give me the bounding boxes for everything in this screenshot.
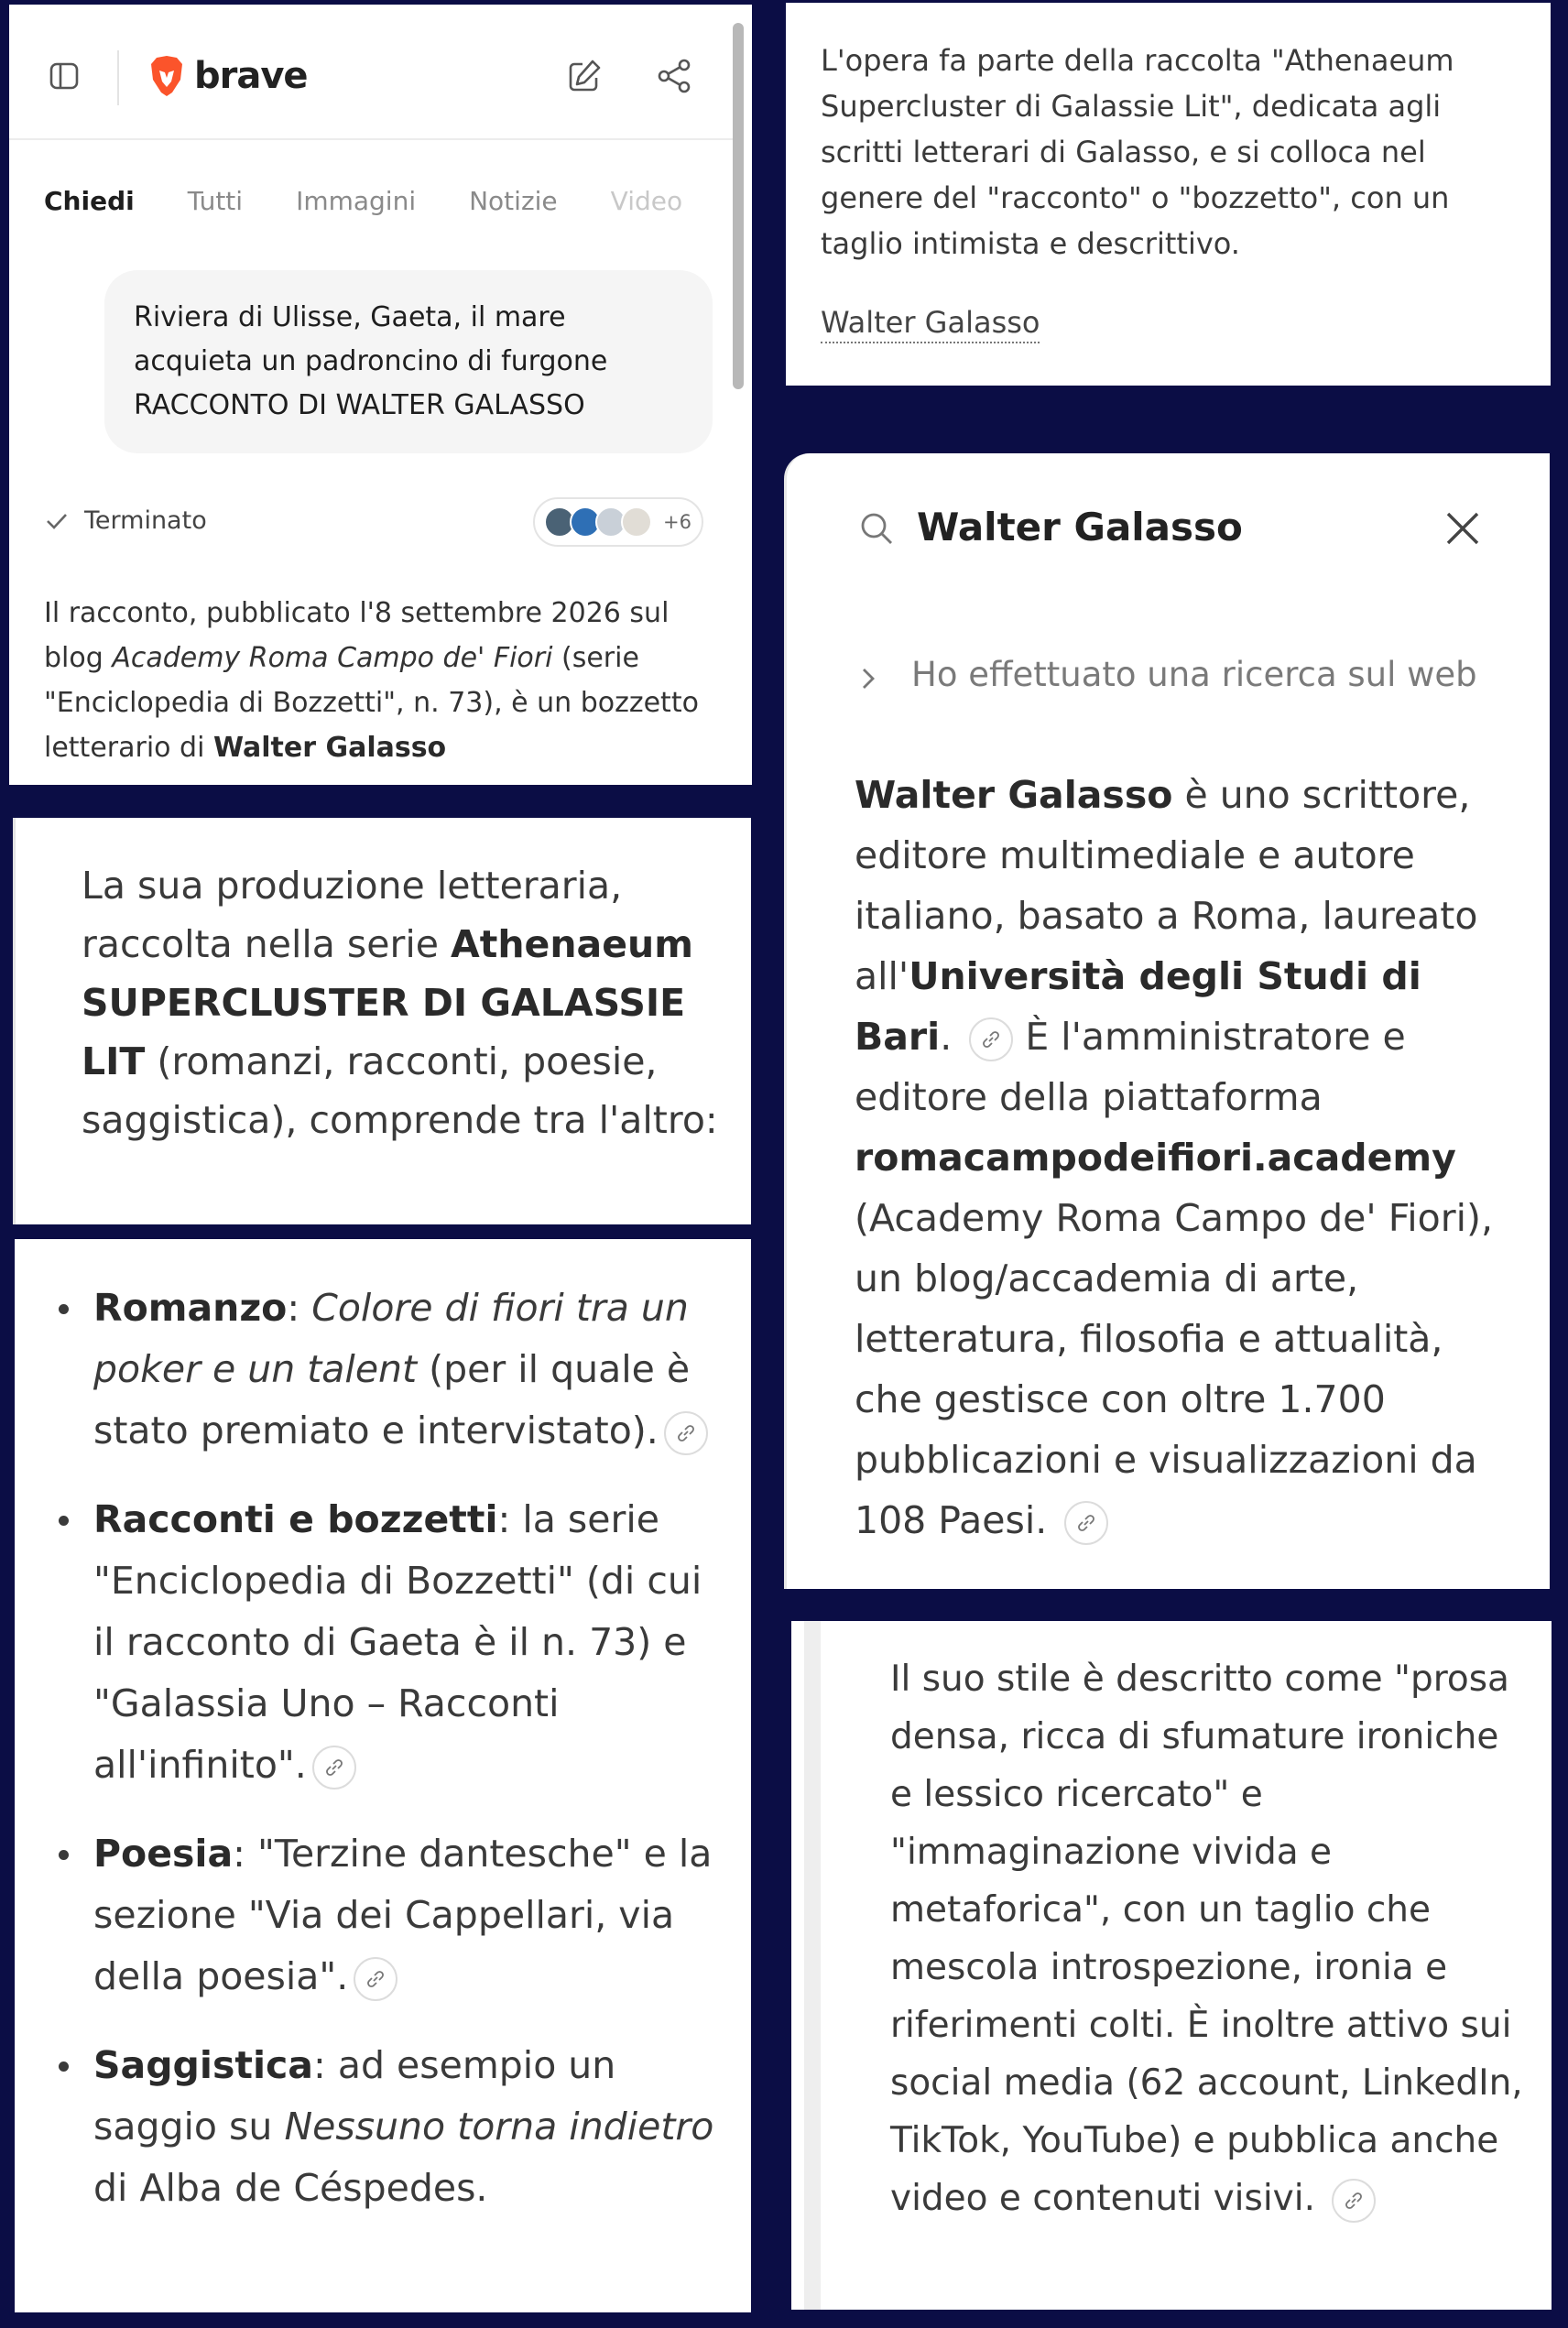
citation-link-icon[interactable] (312, 1746, 356, 1790)
separator: : (497, 1497, 523, 1541)
divider (117, 50, 119, 105)
brave-logo[interactable] (148, 49, 308, 103)
separator: : (287, 1286, 312, 1330)
source-link[interactable]: Walter Galasso (821, 303, 1040, 343)
source-favicon (621, 506, 652, 538)
sidebar-toggle-icon[interactable] (49, 61, 79, 91)
list-item (57, 2035, 716, 2219)
citation-link-icon[interactable] (1332, 2179, 1376, 2223)
work-category: Saggistica (93, 2043, 313, 2087)
work-desc: di Alba de Céspedes. (93, 2166, 488, 2210)
separator: : (233, 1832, 258, 1876)
brave-ask-panel (9, 5, 752, 785)
status-row (44, 506, 207, 535)
university-name: Università degli Studi di Bari (855, 954, 1421, 1059)
work-desc: la serie "Enciclopedia di Bozzetti" (di cui il racconto di Gaeta è il n. 73) e "Galassia Uno – Racconti all'infinito". (93, 1497, 702, 1787)
answer-intro (44, 591, 731, 770)
list-item (57, 1489, 716, 1796)
tab-chiedi[interactable]: Chiedi (44, 186, 135, 216)
brave-lion-icon (148, 54, 185, 98)
intro-text: Il racconto, pubblicato l'8 settembre 2026 sul blog (44, 597, 670, 674)
citation-link-icon[interactable] (354, 1957, 397, 2001)
work-category: Poesia (93, 1832, 234, 1876)
collection-panel (786, 3, 1551, 386)
intro-text: (serie "Enciclopedia di Bozzetti", n. 73), è un bozzetto letterario di (44, 642, 699, 764)
work-desc: "Terzine dantesche" e la sezione "Via dei Cappellari, via della poesia". (93, 1832, 713, 1998)
production-text: (romanzi, racconti, poesie, saggistica), comprende tra l'altro: (82, 1039, 718, 1142)
search-icon (858, 510, 895, 550)
work-title: Colore di fiori tra un poker e un talent (93, 1286, 689, 1391)
series-name: Athenaeum SUPERCLUSTER DI GALASSIE LIT (82, 922, 693, 1083)
citation-link-icon[interactable] (664, 1411, 708, 1455)
top-bar (9, 5, 733, 140)
bio-name: Walter Galasso (855, 773, 1173, 817)
query-bubble (104, 270, 713, 453)
chevron-right-icon[interactable] (858, 664, 880, 697)
tab-tutti[interactable]: Tutti (187, 186, 244, 216)
style-text: Il suo stile è descritto come "prosa densa, ricca di sfumature ironiche e lessico ricercato" e "immaginazione vivida e metaforica", con un taglio che mescola introspezione, ironia e riferimenti colti. È inoltre attivo sui social media (62 account, LinkedIn, TikTok, YouTube) e pubblica anche video e contenuti visivi. (890, 1659, 1523, 2219)
works-list (57, 1278, 716, 2246)
style-panel (791, 1621, 1552, 2310)
production-paragraph (82, 856, 723, 1149)
share-icon[interactable] (656, 58, 692, 94)
work-desc: (per il quale è stato premiato e intervistato). (93, 1347, 691, 1452)
citation-link-icon[interactable] (1064, 1501, 1108, 1545)
production-text: La sua produzione letteraria, raccolta nella serie (82, 864, 623, 966)
bio-text: (Academy Roma Campo de' Fiori), un blog/accademia di arte, letteratura, filosofia e attualità, che gestisce con oltre 1.700 pubblicazioni e visualizzazioni da 108 Paesi. (855, 1196, 1494, 1542)
author-name: Walter Galasso (212, 732, 447, 764)
collection-paragraph: L'opera fa parte della raccolta "Athenaeum Supercluster di Galassie Lit", dedicata agli scritti letterari di Galasso, e si colloca nel genere del "racconto" o "bozzetto", con un taglio intimista e descrittivo. (821, 43, 1454, 261)
new-chat-icon[interactable] (566, 58, 603, 94)
bio-text: . (940, 1015, 964, 1059)
sources-button[interactable] (533, 497, 703, 547)
sources-count: +6 (663, 511, 691, 533)
works-panel (15, 1239, 751, 2312)
work-desc: ad esempio un saggio su (93, 2043, 616, 2149)
panel-title: Walter Galasso (917, 505, 1243, 549)
blog-name: Academy Roma Campo de' Fiori (112, 642, 553, 674)
tab-notizie[interactable]: Notizie (469, 186, 558, 216)
close-icon[interactable] (1444, 510, 1481, 550)
check-icon (44, 508, 70, 534)
query-line: Riviera di Ulisse, Gaeta, il mare (134, 301, 566, 333)
separator: : (312, 2043, 338, 2087)
status-label: Terminato (84, 506, 207, 535)
tab-immagini[interactable]: Immagini (296, 186, 417, 216)
citation-link-icon[interactable] (969, 1017, 1013, 1061)
bio-text: è uno scrittore, editore multimediale e autore italiano, basato a Roma, laureato all' (855, 773, 1478, 998)
list-item (57, 1823, 716, 2007)
style-paragraph (890, 1650, 1531, 2227)
list-item (57, 1278, 716, 1462)
work-category: Romanzo (93, 1286, 288, 1330)
panel-edge (804, 1621, 821, 2310)
entity-panel (784, 453, 1550, 1589)
work-title: Nessuno torna indietro (284, 2105, 714, 2149)
web-search-toggle[interactable]: Ho effettuato una ricerca sul web (911, 655, 1477, 694)
query-line: RACCONTO DI WALTER GALASSO (134, 389, 585, 421)
tab-video[interactable]: Video (610, 186, 683, 216)
bio-text: È l'amministratore e editore della piattaforma (855, 1015, 1406, 1119)
search-tabs (44, 186, 735, 216)
brand-name: brave (194, 55, 308, 97)
production-panel (13, 818, 751, 1224)
work-category: Racconti e bozzetti (93, 1497, 498, 1541)
query-line: acquieta un padroncino di furgone (134, 345, 608, 377)
bio-paragraph (855, 765, 1514, 1550)
site-name: romacampodeifiori.academy (855, 1136, 1456, 1180)
